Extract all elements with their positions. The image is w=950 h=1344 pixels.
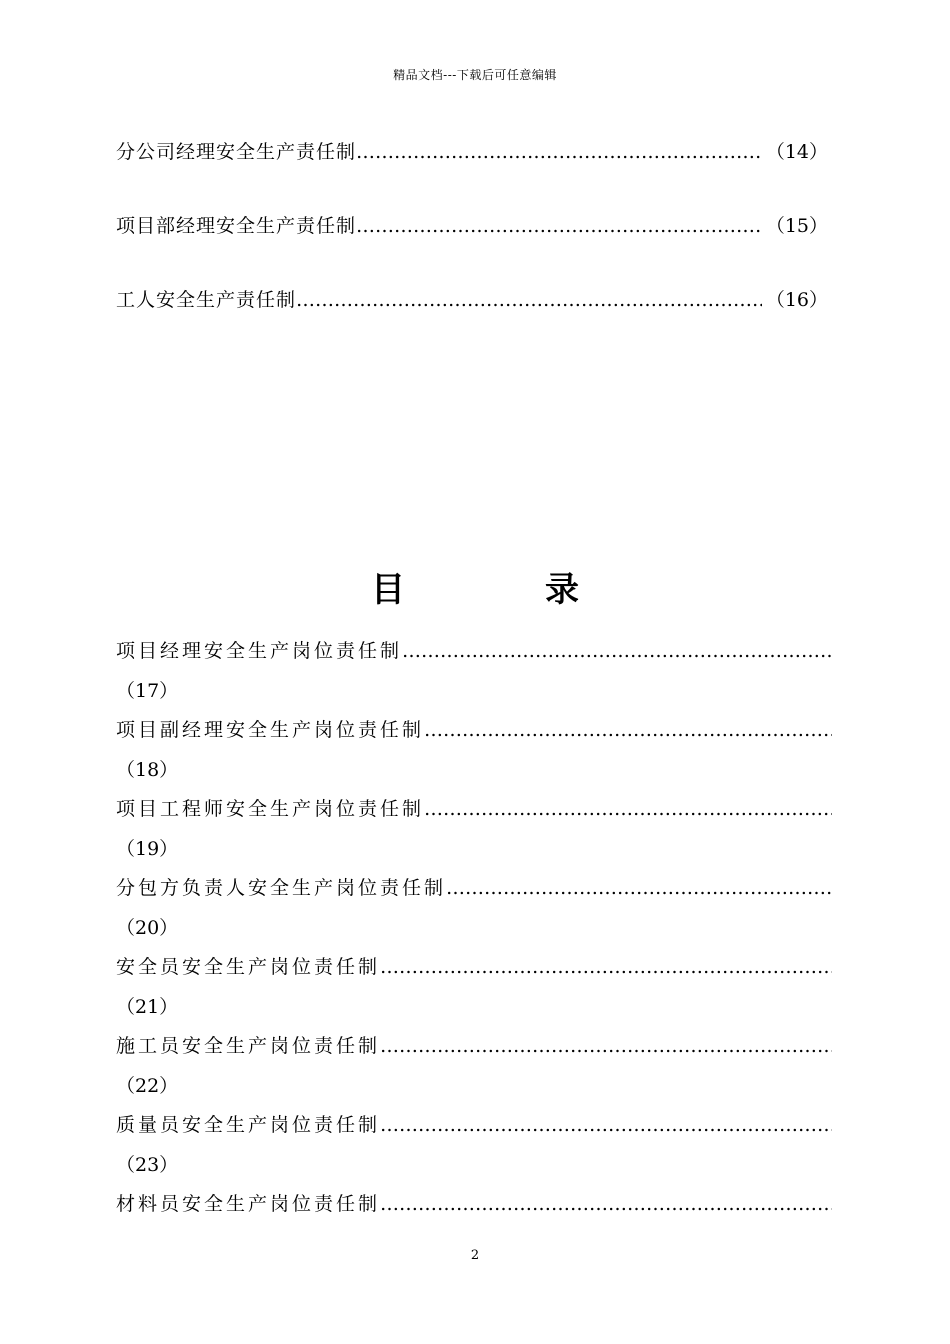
dot-leader [424,796,832,822]
dot-leader [402,638,832,664]
entry-label: 分公司经理安全生产责任制 [116,141,357,163]
toc-title-right: 录 [545,570,579,610]
dot-leader [380,954,832,980]
dot-leader [446,875,832,901]
page-number: 2 [470,1248,480,1263]
entry-page: （16） [765,289,828,311]
toc-item[interactable] [116,875,832,941]
toc-item[interactable] [116,717,832,783]
toc-title [0,568,950,612]
toc-item-label: 项目经理安全生产岗位责任制 [116,640,403,662]
dot-leader [380,1191,832,1217]
dot-leader [380,1112,832,1138]
toc-item-label: 安全员安全生产岗位责任制 [116,956,381,978]
toc-item-page: （22） [116,1075,179,1097]
toc-item-label: 项目副经理安全生产岗位责任制 [116,719,425,741]
toc-item-page: （20） [116,917,179,939]
toc-item-label: 项目工程师安全生产岗位责任制 [116,798,425,820]
toc-item-label: 质量员安全生产岗位责任制 [116,1114,381,1136]
entry-label: 项目部经理安全生产责任制 [116,215,357,237]
toc-item[interactable] [116,1112,832,1178]
toc-item[interactable] [116,796,832,862]
dot-leader [356,140,762,164]
toc-item-page: （21） [116,996,179,1018]
toc-item-page: （19） [116,838,179,860]
toc-item[interactable] [116,954,832,1020]
toc-item-page: （23） [116,1154,179,1176]
toc-item-label: 分包方负责人安全生产岗位责任制 [116,877,447,899]
toc-item[interactable] [116,1191,832,1217]
dot-leader [296,288,762,312]
dot-leader [380,1033,832,1059]
page-header: 精品文档---下载后可任意编辑 [393,68,557,82]
toc-entry[interactable] [116,214,828,238]
toc-item-label: 施工员安全生产岗位责任制 [116,1035,381,1057]
dot-leader [424,717,832,743]
toc-item-page: （18） [116,759,179,781]
dot-leader [356,214,762,238]
entry-label: 工人安全生产责任制 [116,289,297,311]
toc-item[interactable] [116,1033,832,1099]
toc-entry[interactable] [116,288,828,312]
toc-item-label: 材料员安全生产岗位责任制 [116,1193,381,1215]
entry-page: （15） [765,215,828,237]
toc-entry[interactable] [116,140,828,164]
toc-item-page: （17） [116,680,179,702]
toc-title-left: 目 [371,570,405,610]
toc-item[interactable] [116,638,832,704]
entry-page: （14） [765,141,828,163]
